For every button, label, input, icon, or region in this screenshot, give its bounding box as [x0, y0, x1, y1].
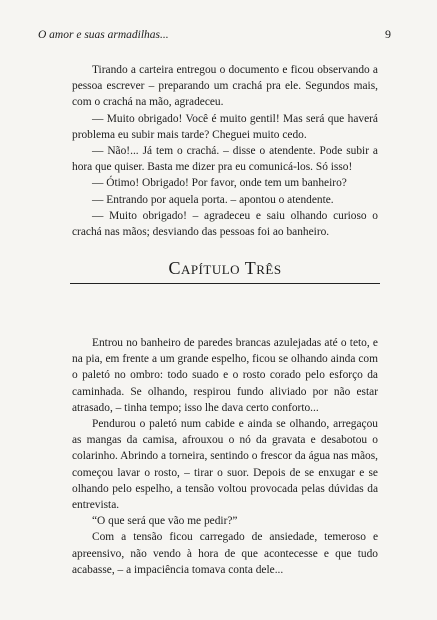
- paragraph: “O que será que vão me pedir?”: [92, 515, 238, 528]
- paragraph: — Entrando por aquela porta. – apontou o atendente.: [92, 193, 334, 206]
- running-header: [38, 27, 391, 42]
- chapter-heading: [70, 257, 380, 284]
- paragraph: — Muito obrigado! – agradeceu e saiu olhando curioso o crachá nas mãos; desviando das pessoas foi ao banheiro.: [72, 209, 378, 239]
- paragraph: — Muito obrigado! Você é muito gentil! Mas será que haverá problema eu subir mais tarde? Cheguei muito cedo.: [72, 112, 378, 141]
- paragraph: — Não!... Já tem o crachá. – disse o atendente. Pode subir a hora que quiser. Basta me dizer pra eu comunicá-los. Só isso!: [72, 145, 378, 174]
- text-block-bottom: [72, 335, 378, 578]
- page-number: 9: [385, 27, 391, 41]
- paragraph: Tirando a carteira entregou o documento e ficou observando a pessoa escrever – preparando um crachá pra ele. Segundos mais, com o crachá na mão, agradeceu.: [72, 64, 378, 109]
- paragraph: Entrou no banheiro de paredes brancas azulejadas até o teto, e na pia, em frente a um grande espelho, ficou se olhando ainda com o paletó no ombro: todo suado e o rosto corado pelo esforço da caminhada. Se olhando, respirou fundo aliviado por não estar atrasado, – tinha tempo; isso lhe dava certo conforto...: [72, 337, 378, 414]
- text-block-top: [72, 62, 378, 240]
- paragraph: Com a tensão ficou carregado de ansiedade, temeroso e apreensivo, não vendo à hora de que acontecesse e que tudo acabasse, – a impaciência tomava conta dele...: [72, 531, 378, 576]
- running-title: O amor e suas armadilhas...: [38, 29, 169, 41]
- paragraph: Pendurou o paletó num cabide e ainda se olhando, arregaçou as mangas da camisa, afrouxou o nó da gravata e desabotou o colarinho. Abrindo a torneira, sentindo o frescor da água nas mãos, começou lavar o rosto, – tirar o suor. Depois de se enxugar e se olhando pelo espelho, a tensão voltou provocada pelas dúvidas da entrevista.: [72, 418, 378, 512]
- chapter-divider: [70, 283, 380, 284]
- paragraph: — Ótimo! Obrigado! Por favor, onde tem um banheiro?: [92, 177, 347, 190]
- chapter-title: Capítulo Três: [168, 258, 282, 278]
